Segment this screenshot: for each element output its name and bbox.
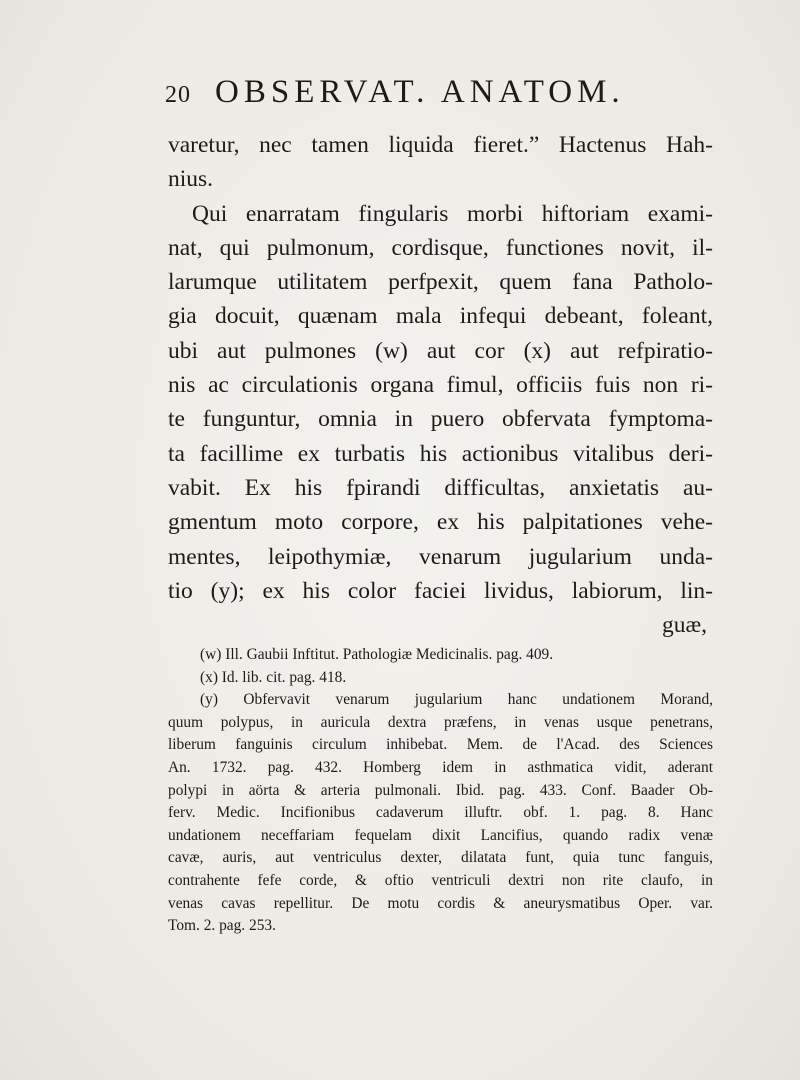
text-line: nius. — [168, 166, 214, 193]
running-head: OBSERVAT. ANATOM. — [215, 74, 625, 110]
text-line: mentes, leipothymiæ, venarum jugularium unda- — [168, 543, 713, 570]
text-line: gia docuit, quænam mala infequi debeant, foleant, — [168, 303, 713, 330]
text-line: larumque utilitatem perfpexit, quem fana Patholo- — [168, 269, 713, 296]
footnotes — [168, 644, 713, 938]
text-line: vabit. Ex his fpirandi difficultas, anxietatis au- — [168, 474, 713, 501]
main-text — [168, 128, 713, 642]
text-line: gmentum moto corpore, ex his palpitationes vehe- — [168, 509, 713, 536]
footnote-line: liberum fanguinis circulum inhibebat. Mem. de l'Acad. des Sciences — [168, 736, 713, 754]
text-line: ta facillime ex turbatis his actionibus vitalibus deri- — [168, 440, 713, 467]
text-line: varetur, nec tamen liquida fieret.” Hactenus Hah- — [168, 132, 713, 158]
page-number: 20 — [165, 82, 191, 108]
footnote-line: (w) Ill. Gaubii Inftitut. Pathologiæ Medicinalis. pag. 409. — [200, 646, 554, 663]
text-line: nis ac circulationis organa fimul, officiis fuis non ri- — [168, 372, 713, 399]
text-line: Qui enarratam fingularis morbi hiftoriam exami- — [192, 200, 713, 227]
footnote-line: An. 1732. pag. 432. Homberg idem in asthmatica vidit, aderant — [168, 758, 713, 776]
footnote-line: polypi in aörta & arteria pulmonali. Ibid. pag. 433. Conf. Baader Ob- — [168, 781, 713, 799]
footnote-line: undationem neceffariam fequelam dixit Lancifius, quando radix venæ — [168, 826, 713, 844]
text-line: ubi aut pulmones (w) aut cor (x) aut refpiratio- — [168, 337, 713, 364]
footnote-line: (y) Obfervavit venarum jugularium hanc undationem Morand, — [200, 691, 713, 709]
text-line: tio (y); ex his color faciei lividus, labiorum, lin- — [168, 577, 713, 604]
footnote-line: Tom. 2. pag. 253. — [168, 917, 276, 935]
footnote-line: cavæ, auris, aut ventriculus dexter, dilatata funt, quia tunc fanguis, — [168, 849, 713, 867]
footnote-line: contrahente fefe corde, & oftio ventriculi dextri non rite claufo, in — [168, 871, 713, 889]
footnote-line: (x) Id. lib. cit. pag. 418. — [200, 668, 347, 686]
footnote-line: venas cavas repellitur. De motu cordis & aneurysmatibus Oper. var. — [168, 894, 713, 912]
text-line: te funguntur, omnia in puero obfervata fymptoma- — [168, 406, 713, 433]
footnote-line: ferv. Medic. Incifionibus cadaverum illuftr. obf. 1. pag. 8. Hanc — [168, 804, 713, 822]
page-header — [165, 74, 665, 114]
text-line: nat, qui pulmonum, cordisque, functiones novit, il- — [168, 234, 713, 261]
catchword: guæ, — [661, 612, 707, 639]
footnote-line: quum polypus, in auricula dextra præfens, in venas usque penetrans, — [168, 713, 713, 731]
